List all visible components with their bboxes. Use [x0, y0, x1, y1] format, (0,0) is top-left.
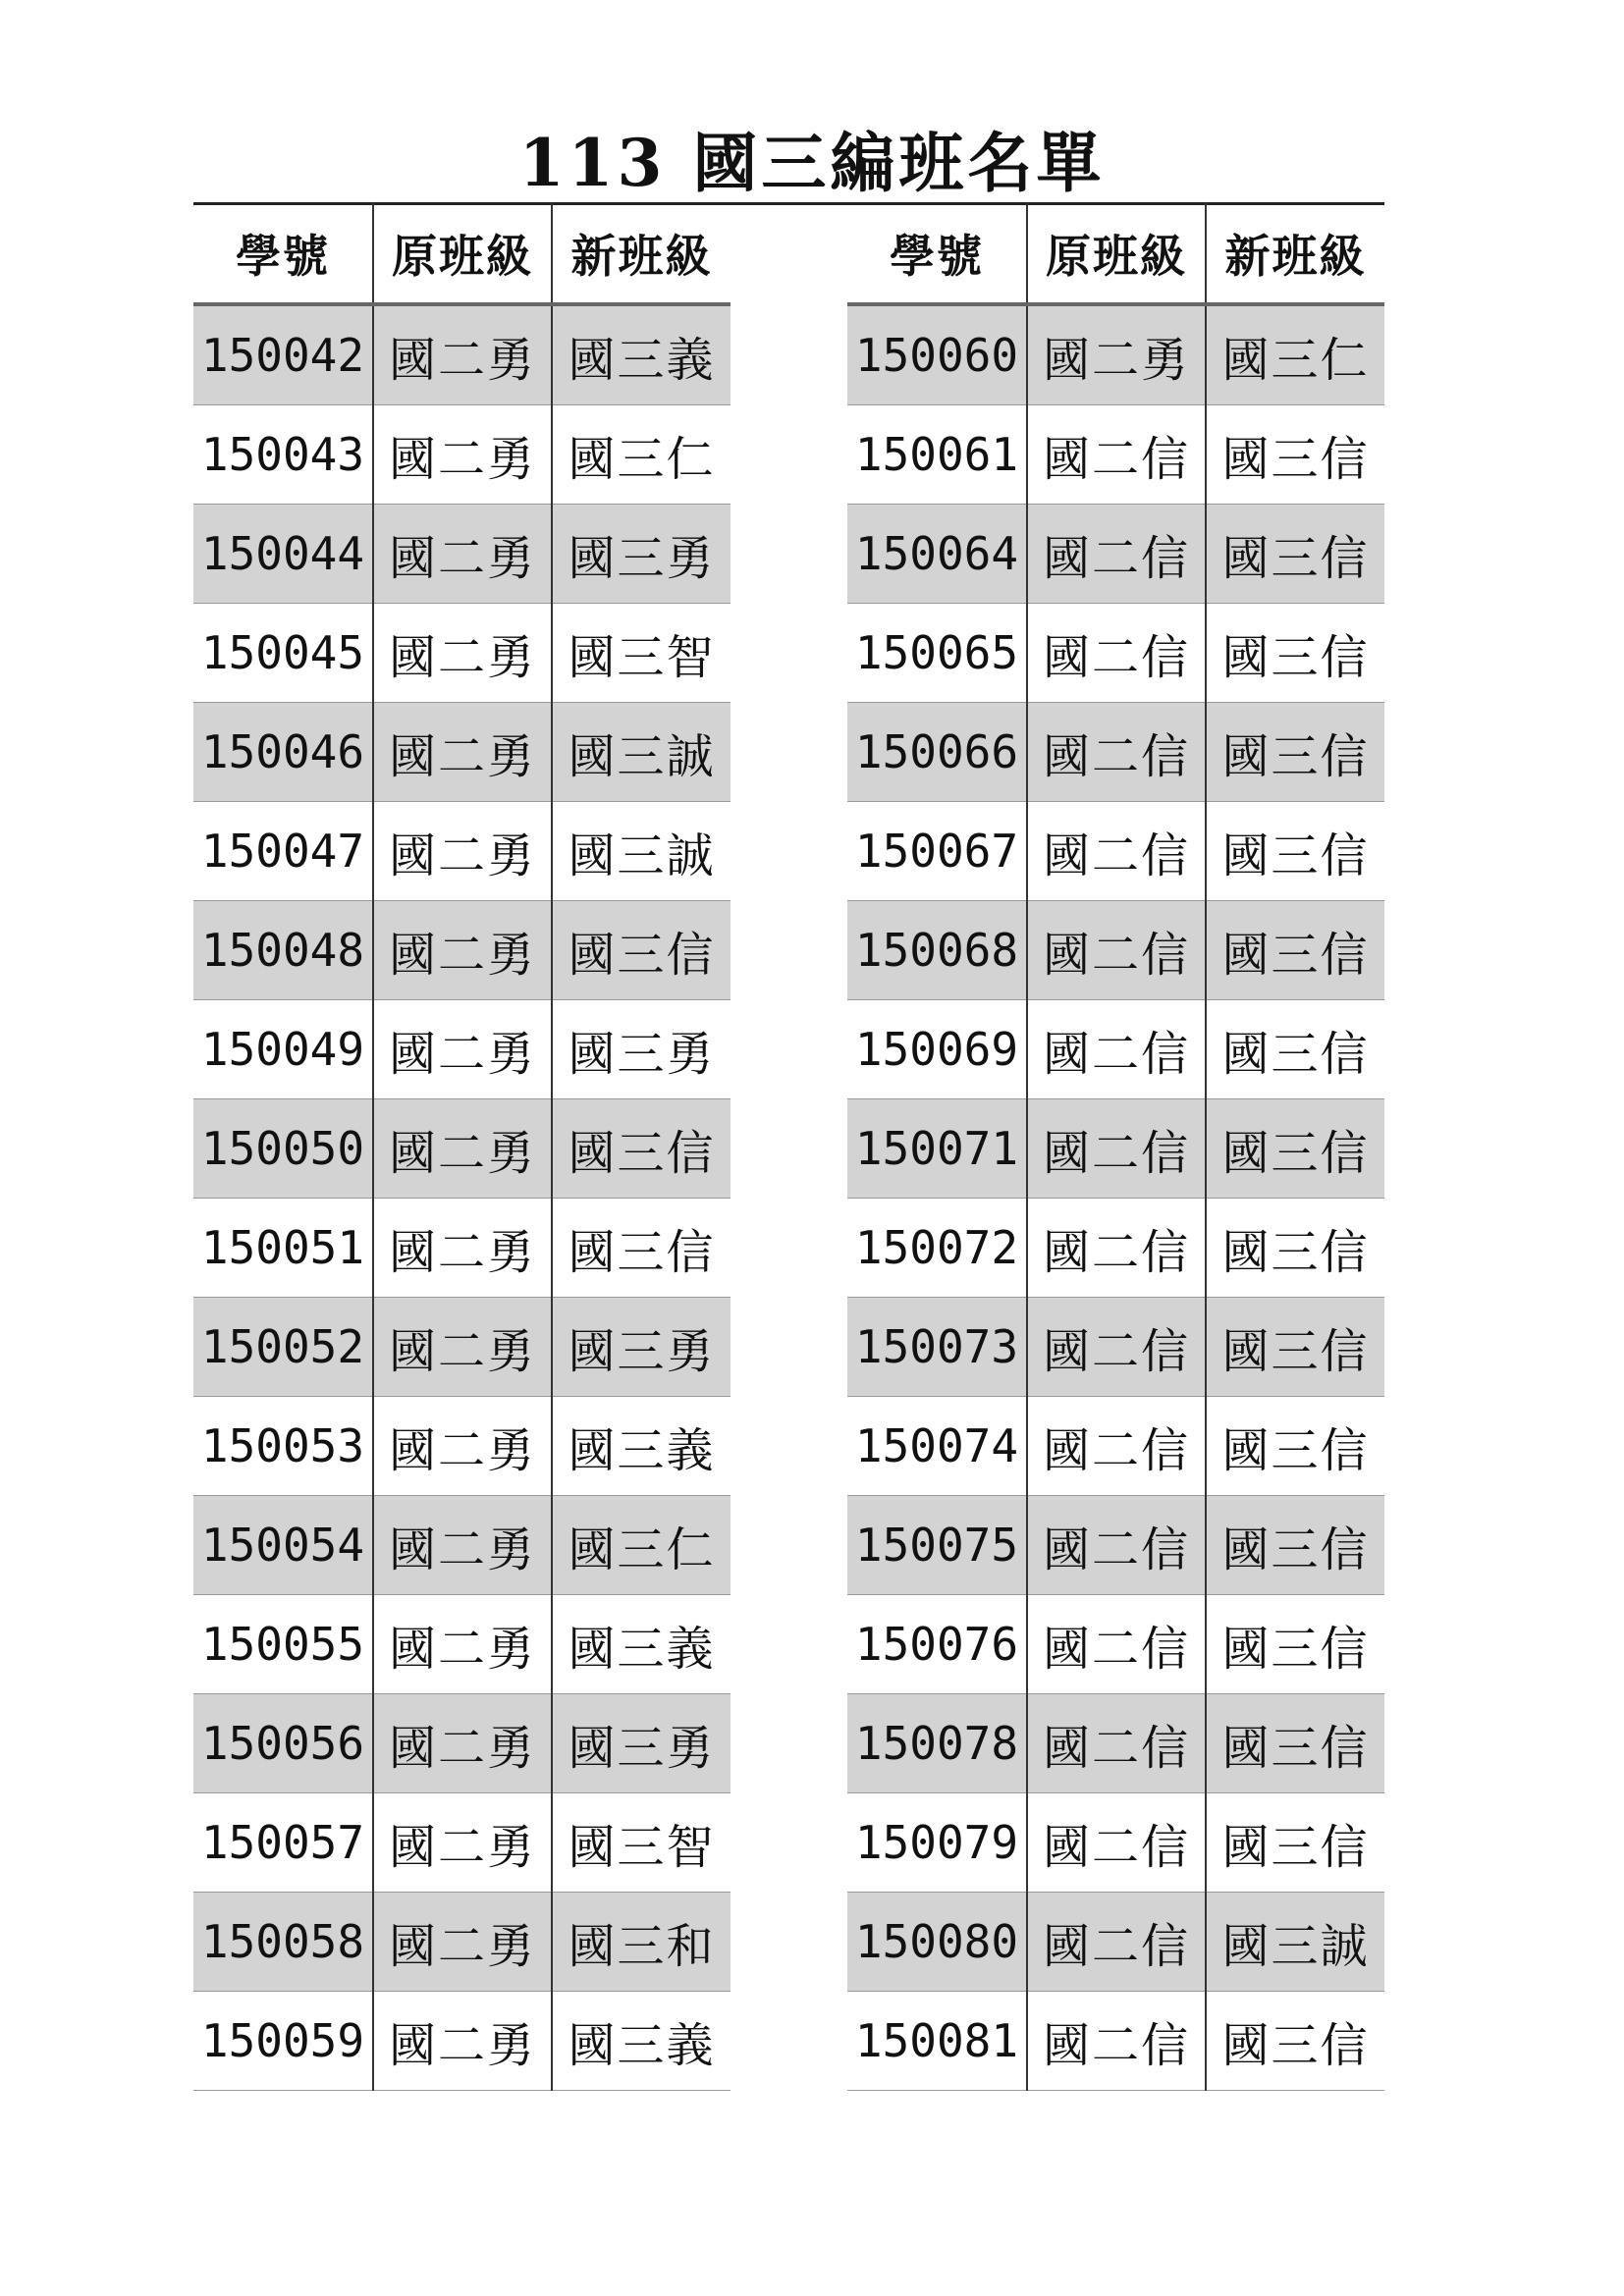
- student-id-cell: 150060: [847, 304, 1027, 405]
- original-class-cell: 國二勇: [373, 1099, 552, 1199]
- original-class-cell: 國二信: [1027, 1099, 1206, 1199]
- new-class-cell: 國三義: [552, 1397, 731, 1496]
- student-id-cell: 150054: [193, 1496, 373, 1595]
- header-row: [193, 203, 731, 304]
- original-class-cell: 國二勇: [373, 1793, 552, 1893]
- student-id-cell: 150073: [847, 1298, 1027, 1397]
- table-row: [847, 1397, 1384, 1496]
- new-class-cell: 國三信: [1206, 1595, 1384, 1694]
- roster-body-left: [193, 304, 731, 2091]
- original-class-cell: 國二信: [1027, 703, 1206, 802]
- table-row: [847, 1893, 1384, 1992]
- student-id-cell: 150080: [847, 1893, 1027, 1992]
- roster-body-right: [847, 304, 1384, 2091]
- new-class-cell: 國三義: [552, 1992, 731, 2091]
- original-class-cell: 國二勇: [373, 1496, 552, 1595]
- new-class-cell: 國三智: [552, 1793, 731, 1893]
- table-row: [847, 1000, 1384, 1099]
- student-id-cell: 150078: [847, 1694, 1027, 1793]
- table-row: [193, 1595, 731, 1694]
- new-class-cell: 國三信: [1206, 1000, 1384, 1099]
- original-class-cell: 國二信: [1027, 1298, 1206, 1397]
- new-class-cell: 國三勇: [552, 1000, 731, 1099]
- new-class-cell: 國三信: [1206, 1099, 1384, 1199]
- student-id-cell: 150051: [193, 1199, 373, 1298]
- original-class-cell: 國二勇: [373, 1595, 552, 1694]
- student-id-cell: 150064: [847, 505, 1027, 604]
- new-class-cell: 國三信: [1206, 703, 1384, 802]
- new-class-cell: 國三義: [552, 304, 731, 405]
- original-class-cell: 國二勇: [1027, 304, 1206, 405]
- new-class-cell: 國三信: [552, 1099, 731, 1199]
- student-id-cell: 150066: [847, 703, 1027, 802]
- student-id-cell: 150076: [847, 1595, 1027, 1694]
- table-row: [847, 901, 1384, 1000]
- table-row: [847, 1595, 1384, 1694]
- student-id-cell: 150072: [847, 1199, 1027, 1298]
- student-id-cell: 150053: [193, 1397, 373, 1496]
- new-class-cell: 國三信: [1206, 1397, 1384, 1496]
- header-new-class: 新班級: [1206, 203, 1384, 304]
- new-class-cell: 國三誠: [552, 703, 731, 802]
- table-row: [193, 604, 731, 703]
- table-row: [847, 1099, 1384, 1199]
- table-row: [847, 1793, 1384, 1893]
- table-row: [847, 1694, 1384, 1793]
- new-class-cell: 國三勇: [552, 1694, 731, 1793]
- student-id-cell: 150042: [193, 304, 373, 405]
- original-class-cell: 國二信: [1027, 1000, 1206, 1099]
- new-class-cell: 國三仁: [1206, 304, 1384, 405]
- table-row: [847, 304, 1384, 405]
- table-row: [847, 703, 1384, 802]
- new-class-cell: 國三信: [1206, 1298, 1384, 1397]
- new-class-cell: 國三和: [552, 1893, 731, 1992]
- table-row: [193, 505, 731, 604]
- student-id-cell: 150048: [193, 901, 373, 1000]
- table-row: [193, 1099, 731, 1199]
- new-class-cell: 國三勇: [552, 1298, 731, 1397]
- table-row: [193, 1496, 731, 1595]
- original-class-cell: 國二勇: [373, 505, 552, 604]
- table-row: [193, 703, 731, 802]
- table-row: [847, 1992, 1384, 2091]
- original-class-cell: 國二勇: [373, 1694, 552, 1793]
- student-id-cell: 150067: [847, 802, 1027, 901]
- new-class-cell: 國三勇: [552, 505, 731, 604]
- table-row: [193, 1199, 731, 1298]
- table-row: [847, 405, 1384, 505]
- original-class-cell: 國二勇: [373, 802, 552, 901]
- table-row: [193, 901, 731, 1000]
- student-id-cell: 150055: [193, 1595, 373, 1694]
- table-row: [847, 802, 1384, 901]
- student-id-cell: 150059: [193, 1992, 373, 2091]
- student-id-cell: 150043: [193, 405, 373, 505]
- student-id-cell: 150071: [847, 1099, 1027, 1199]
- header-student-id: 學號: [193, 203, 373, 304]
- table-row: [193, 405, 731, 505]
- original-class-cell: 國二信: [1027, 405, 1206, 505]
- page-title: 113 國三編班名單: [518, 125, 1106, 201]
- student-id-cell: 150049: [193, 1000, 373, 1099]
- new-class-cell: 國三信: [1206, 1992, 1384, 2091]
- student-id-cell: 150056: [193, 1694, 373, 1793]
- table-row: [193, 1000, 731, 1099]
- new-class-cell: 國三誠: [1206, 1893, 1384, 1992]
- new-class-cell: 國三信: [1206, 1694, 1384, 1793]
- student-id-cell: 150057: [193, 1793, 373, 1893]
- student-id-cell: 150046: [193, 703, 373, 802]
- table-row: [193, 1298, 731, 1397]
- student-id-cell: 150075: [847, 1496, 1027, 1595]
- table-row: [847, 1298, 1384, 1397]
- table-row: [847, 1199, 1384, 1298]
- table-row: [193, 1992, 731, 2091]
- new-class-cell: 國三仁: [552, 405, 731, 505]
- original-class-cell: 國二勇: [373, 703, 552, 802]
- original-class-cell: 國二信: [1027, 1496, 1206, 1595]
- original-class-cell: 國二信: [1027, 1199, 1206, 1298]
- new-class-cell: 國三信: [1206, 802, 1384, 901]
- original-class-cell: 國二信: [1027, 1793, 1206, 1893]
- original-class-cell: 國二勇: [373, 1199, 552, 1298]
- original-class-cell: 國二信: [1027, 802, 1206, 901]
- original-class-cell: 國二勇: [373, 1992, 552, 2091]
- student-id-cell: 150050: [193, 1099, 373, 1199]
- new-class-cell: 國三信: [1206, 1793, 1384, 1893]
- original-class-cell: 國二信: [1027, 505, 1206, 604]
- original-class-cell: 國二勇: [373, 1397, 552, 1496]
- original-class-cell: 國二信: [1027, 1397, 1206, 1496]
- original-class-cell: 國二勇: [373, 304, 552, 405]
- table-row: [193, 1793, 731, 1893]
- student-id-cell: 150061: [847, 405, 1027, 505]
- student-id-cell: 150045: [193, 604, 373, 703]
- student-id-cell: 150069: [847, 1000, 1027, 1099]
- new-class-cell: 國三信: [1206, 505, 1384, 604]
- roster-table-right: [847, 203, 1384, 2091]
- original-class-cell: 國二勇: [373, 901, 552, 1000]
- table-row: [193, 1397, 731, 1496]
- student-id-cell: 150044: [193, 505, 373, 604]
- original-class-cell: 國二勇: [373, 1298, 552, 1397]
- table-row: [847, 505, 1384, 604]
- new-class-cell: 國三義: [552, 1595, 731, 1694]
- new-class-cell: 國三信: [1206, 405, 1384, 505]
- original-class-cell: 國二信: [1027, 901, 1206, 1000]
- new-class-cell: 國三智: [552, 604, 731, 703]
- table-row: [193, 802, 731, 901]
- original-class-cell: 國二信: [1027, 1694, 1206, 1793]
- original-class-cell: 國二信: [1027, 1595, 1206, 1694]
- student-id-cell: 150079: [847, 1793, 1027, 1893]
- new-class-cell: 國三信: [1206, 1496, 1384, 1595]
- student-id-cell: 150058: [193, 1893, 373, 1992]
- header-new-class: 新班級: [552, 203, 731, 304]
- student-id-cell: 150047: [193, 802, 373, 901]
- header-original-class: 原班級: [373, 203, 552, 304]
- original-class-cell: 國二勇: [373, 405, 552, 505]
- new-class-cell: 國三信: [1206, 901, 1384, 1000]
- table-row: [193, 1893, 731, 1992]
- header-student-id: 學號: [847, 203, 1027, 304]
- original-class-cell: 國二信: [1027, 1893, 1206, 1992]
- original-class-cell: 國二信: [1027, 1992, 1206, 2091]
- header-row: [847, 203, 1384, 304]
- student-id-cell: 150081: [847, 1992, 1027, 2091]
- student-id-cell: 150052: [193, 1298, 373, 1397]
- student-id-cell: 150065: [847, 604, 1027, 703]
- header-original-class: 原班級: [1027, 203, 1206, 304]
- new-class-cell: 國三誠: [552, 802, 731, 901]
- table-row: [847, 1496, 1384, 1595]
- original-class-cell: 國二勇: [373, 604, 552, 703]
- original-class-cell: 國二勇: [373, 1893, 552, 1992]
- original-class-cell: 國二勇: [373, 1000, 552, 1099]
- student-id-cell: 150068: [847, 901, 1027, 1000]
- new-class-cell: 國三信: [552, 1199, 731, 1298]
- table-row: [193, 304, 731, 405]
- original-class-cell: 國二信: [1027, 604, 1206, 703]
- new-class-cell: 國三信: [552, 901, 731, 1000]
- new-class-cell: 國三信: [1206, 1199, 1384, 1298]
- student-id-cell: 150074: [847, 1397, 1027, 1496]
- new-class-cell: 國三信: [1206, 604, 1384, 703]
- table-row: [847, 604, 1384, 703]
- roster-table-left: [193, 203, 731, 2091]
- table-row: [193, 1694, 731, 1793]
- new-class-cell: 國三仁: [552, 1496, 731, 1595]
